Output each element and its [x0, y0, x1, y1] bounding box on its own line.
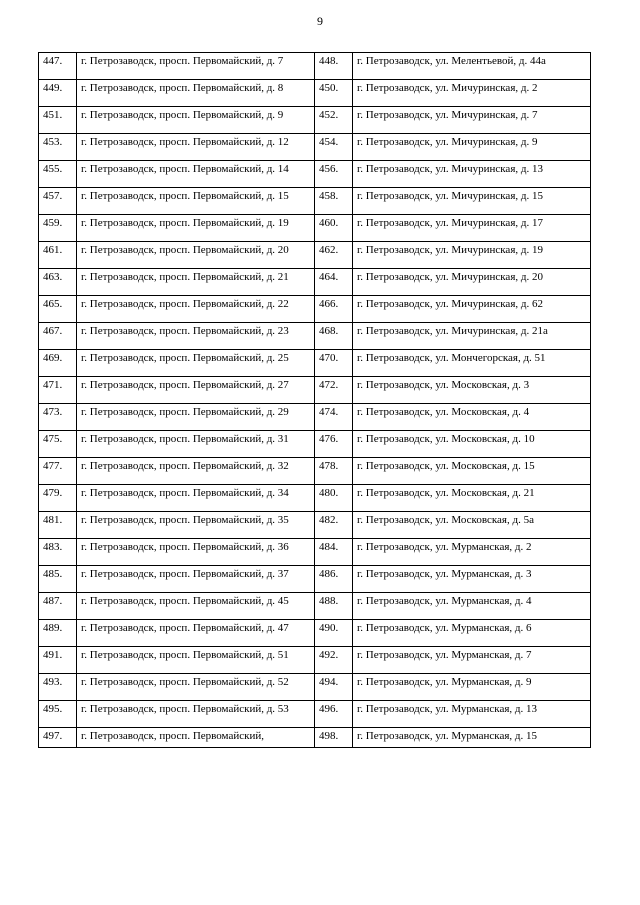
table-row	[39, 485, 591, 512]
table-row	[39, 269, 591, 296]
row-number-right: 496.	[315, 701, 353, 728]
row-number-left: 463.	[39, 269, 77, 296]
row-number-right: 466.	[315, 296, 353, 323]
address-right: г. Петрозаводск, ул. Мичуринская, д. 19	[353, 242, 591, 269]
address-left: г. Петрозаводск, просп. Первомайский, д. 15	[77, 188, 315, 215]
address-left: г. Петрозаводск, просп. Первомайский, д. 21	[77, 269, 315, 296]
address-left: г. Петрозаводск, просп. Первомайский, д. 19	[77, 215, 315, 242]
table-row	[39, 431, 591, 458]
row-number-left: 459.	[39, 215, 77, 242]
row-number-left: 469.	[39, 350, 77, 377]
row-number-right: 452.	[315, 107, 353, 134]
address-right: г. Петрозаводск, ул. Московская, д. 3	[353, 377, 591, 404]
table-row	[39, 593, 591, 620]
table-row	[39, 647, 591, 674]
table-row	[39, 539, 591, 566]
address-right: г. Петрозаводск, ул. Мелентьевой, д. 44а	[353, 53, 591, 80]
row-number-right: 474.	[315, 404, 353, 431]
row-number-right: 476.	[315, 431, 353, 458]
row-number-left: 465.	[39, 296, 77, 323]
address-right: г. Петрозаводск, ул. Мурманская, д. 9	[353, 674, 591, 701]
row-number-left: 447.	[39, 53, 77, 80]
table-row	[39, 566, 591, 593]
table-row	[39, 53, 591, 80]
address-right: г. Петрозаводск, ул. Московская, д. 15	[353, 458, 591, 485]
row-number-right: 458.	[315, 188, 353, 215]
address-right: г. Петрозаводск, ул. Мичуринская, д. 17	[353, 215, 591, 242]
table-row	[39, 350, 591, 377]
address-left: г. Петрозаводск, просп. Первомайский, д. 9	[77, 107, 315, 134]
table-row	[39, 512, 591, 539]
address-right: г. Петрозаводск, ул. Мичуринская, д. 2	[353, 80, 591, 107]
address-right: г. Петрозаводск, ул. Мичуринская, д. 15	[353, 188, 591, 215]
row-number-right: 462.	[315, 242, 353, 269]
address-right: г. Петрозаводск, ул. Мичуринская, д. 62	[353, 296, 591, 323]
row-number-left: 497.	[39, 728, 77, 748]
table-row	[39, 161, 591, 188]
address-left: г. Петрозаводск, просп. Первомайский, д. 29	[77, 404, 315, 431]
address-right: г. Петрозаводск, ул. Мичуринская, д. 9	[353, 134, 591, 161]
address-table	[38, 52, 591, 748]
table-row	[39, 296, 591, 323]
address-right: г. Петрозаводск, ул. Московская, д. 5а	[353, 512, 591, 539]
row-number-right: 494.	[315, 674, 353, 701]
address-left: г. Петрозаводск, просп. Первомайский, д. 31	[77, 431, 315, 458]
row-number-right: 470.	[315, 350, 353, 377]
table-row	[39, 188, 591, 215]
row-number-right: 454.	[315, 134, 353, 161]
row-number-right: 486.	[315, 566, 353, 593]
address-right: г. Петрозаводск, ул. Московская, д. 4	[353, 404, 591, 431]
address-left: г. Петрозаводск, просп. Первомайский, д. 52	[77, 674, 315, 701]
row-number-left: 483.	[39, 539, 77, 566]
address-left: г. Петрозаводск, просп. Первомайский, д. 23	[77, 323, 315, 350]
row-number-right: 484.	[315, 539, 353, 566]
row-number-left: 467.	[39, 323, 77, 350]
address-left: г. Петрозаводск, просп. Первомайский, д. 22	[77, 296, 315, 323]
address-left: г. Петрозаводск, просп. Первомайский, д. 7	[77, 53, 315, 80]
table-row	[39, 458, 591, 485]
row-number-right: 498.	[315, 728, 353, 748]
table-row	[39, 242, 591, 269]
address-left: г. Петрозаводск, просп. Первомайский, д. 25	[77, 350, 315, 377]
row-number-right: 472.	[315, 377, 353, 404]
row-number-left: 457.	[39, 188, 77, 215]
row-number-right: 450.	[315, 80, 353, 107]
table-row	[39, 323, 591, 350]
row-number-left: 495.	[39, 701, 77, 728]
address-left: г. Петрозаводск, просп. Первомайский, д. 47	[77, 620, 315, 647]
row-number-right: 448.	[315, 53, 353, 80]
address-left: г. Петрозаводск, просп. Первомайский, д. 8	[77, 80, 315, 107]
row-number-right: 460.	[315, 215, 353, 242]
address-left: г. Петрозаводск, просп. Первомайский, д. 45	[77, 593, 315, 620]
address-right: г. Петрозаводск, ул. Мончегорская, д. 51	[353, 350, 591, 377]
row-number-right: 478.	[315, 458, 353, 485]
row-number-left: 461.	[39, 242, 77, 269]
row-number-left: 493.	[39, 674, 77, 701]
address-left: г. Петрозаводск, просп. Первомайский, д. 36	[77, 539, 315, 566]
address-left: г. Петрозаводск, просп. Первомайский, д. 32	[77, 458, 315, 485]
table-row	[39, 107, 591, 134]
table-row	[39, 674, 591, 701]
row-number-right: 488.	[315, 593, 353, 620]
row-number-left: 451.	[39, 107, 77, 134]
address-right: г. Петрозаводск, ул. Мурманская, д. 13	[353, 701, 591, 728]
address-right: г. Петрозаводск, ул. Мурманская, д. 15	[353, 728, 591, 748]
address-left: г. Петрозаводск, просп. Первомайский,	[77, 728, 315, 748]
row-number-left: 487.	[39, 593, 77, 620]
address-right: г. Петрозаводск, ул. Мурманская, д. 7	[353, 647, 591, 674]
row-number-right: 468.	[315, 323, 353, 350]
address-left: г. Петрозаводск, просп. Первомайский, д. 34	[77, 485, 315, 512]
address-left: г. Петрозаводск, просп. Первомайский, д. 37	[77, 566, 315, 593]
row-number-right: 482.	[315, 512, 353, 539]
row-number-left: 475.	[39, 431, 77, 458]
address-left: г. Петрозаводск, просп. Первомайский, д. 27	[77, 377, 315, 404]
address-left: г. Петрозаводск, просп. Первомайский, д. 53	[77, 701, 315, 728]
page-number: 9	[317, 14, 323, 28]
table-row	[39, 728, 591, 748]
row-number-left: 485.	[39, 566, 77, 593]
row-number-left: 479.	[39, 485, 77, 512]
row-number-left: 455.	[39, 161, 77, 188]
row-number-left: 449.	[39, 80, 77, 107]
table-row	[39, 80, 591, 107]
table-row	[39, 701, 591, 728]
address-left: г. Петрозаводск, просп. Первомайский, д. 20	[77, 242, 315, 269]
address-right: г. Петрозаводск, ул. Мурманская, д. 2	[353, 539, 591, 566]
row-number-left: 477.	[39, 458, 77, 485]
address-right: г. Петрозаводск, ул. Мичуринская, д. 21а	[353, 323, 591, 350]
row-number-right: 490.	[315, 620, 353, 647]
row-number-right: 464.	[315, 269, 353, 296]
address-right: г. Петрозаводск, ул. Мурманская, д. 6	[353, 620, 591, 647]
table-row	[39, 404, 591, 431]
row-number-right: 456.	[315, 161, 353, 188]
row-number-right: 492.	[315, 647, 353, 674]
row-number-left: 473.	[39, 404, 77, 431]
row-number-left: 481.	[39, 512, 77, 539]
row-number-left: 491.	[39, 647, 77, 674]
row-number-left: 471.	[39, 377, 77, 404]
address-left: г. Петрозаводск, просп. Первомайский, д. 51	[77, 647, 315, 674]
address-left: г. Петрозаводск, просп. Первомайский, д. 35	[77, 512, 315, 539]
table-row	[39, 215, 591, 242]
row-number-right: 480.	[315, 485, 353, 512]
address-right: г. Петрозаводск, ул. Мурманская, д. 3	[353, 566, 591, 593]
address-right: г. Петрозаводск, ул. Мурманская, д. 4	[353, 593, 591, 620]
address-right: г. Петрозаводск, ул. Мичуринская, д. 20	[353, 269, 591, 296]
address-right: г. Петрозаводск, ул. Московская, д. 21	[353, 485, 591, 512]
address-right: г. Петрозаводск, ул. Московская, д. 10	[353, 431, 591, 458]
row-number-left: 489.	[39, 620, 77, 647]
table-row	[39, 377, 591, 404]
address-left: г. Петрозаводск, просп. Первомайский, д. 14	[77, 161, 315, 188]
address-right: г. Петрозаводск, ул. Мичуринская, д. 7	[353, 107, 591, 134]
address-right: г. Петрозаводск, ул. Мичуринская, д. 13	[353, 161, 591, 188]
table-row	[39, 620, 591, 647]
row-number-left: 453.	[39, 134, 77, 161]
address-left: г. Петрозаводск, просп. Первомайский, д. 12	[77, 134, 315, 161]
table-row	[39, 134, 591, 161]
